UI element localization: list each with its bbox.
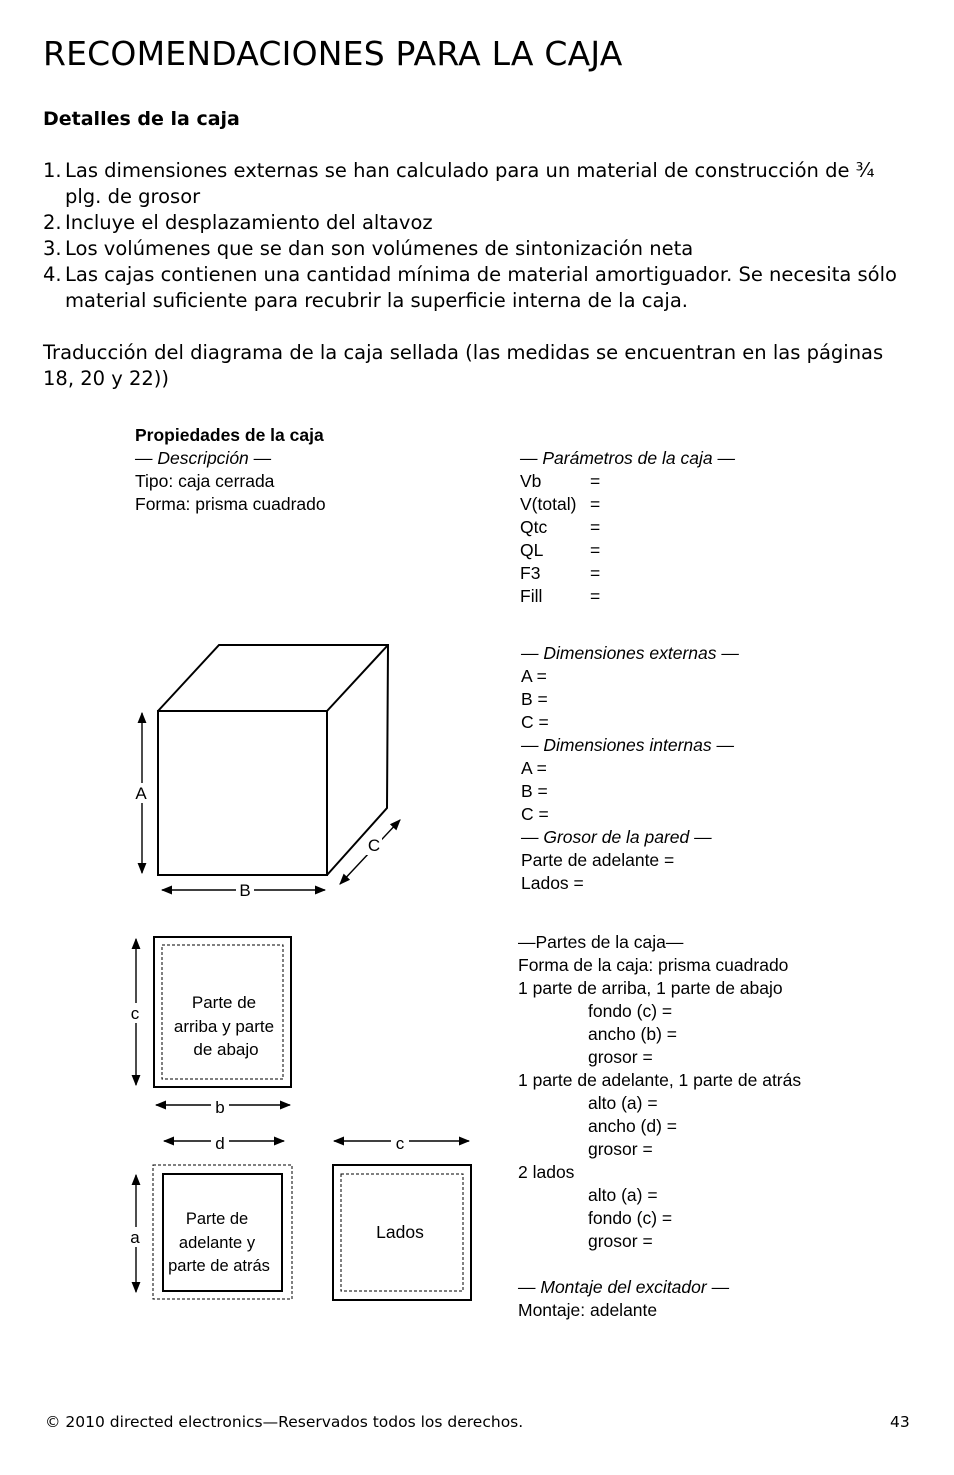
parameters-heading: — Parámetros de la caja — xyxy=(520,448,735,468)
external-dimension-c: C = xyxy=(521,712,549,732)
external-dimension-a: A = xyxy=(521,666,547,686)
list-item-text: Las cajas contienen una cantidad mínima de material amortiguador. Se necesita sólo material suficiente para recubrir la superficie interna de la caja. xyxy=(65,263,897,312)
parts-sides-thickness: grosor = xyxy=(588,1231,653,1251)
parts-top-bottom-depth: fondo (c) = xyxy=(588,1001,673,1021)
parts-sides-height: alto (a) = xyxy=(588,1185,658,1205)
properties-heading: Propiedades de la caja xyxy=(135,425,324,445)
parts-front-back: 1 parte de adelante, 1 parte de atrás xyxy=(518,1070,802,1090)
wall-thickness-heading: — Grosor de la pared — xyxy=(521,827,712,847)
parts-front-back-thickness: grosor = xyxy=(588,1139,653,1159)
cube-label-c: C xyxy=(367,836,381,855)
parts-heading: —Partes de la caja— xyxy=(518,932,684,952)
panel-front-dim-d: d xyxy=(215,1134,225,1153)
param-label: Fill xyxy=(520,586,543,606)
panel-sides xyxy=(333,1165,471,1300)
footer-copyright: © 2010 directed electronics—Reservados todos los derechos. xyxy=(45,1413,524,1431)
description-heading: — Descripción — xyxy=(135,448,272,468)
internal-dimension-b: B = xyxy=(521,781,548,801)
footer-page-number: 43 xyxy=(890,1413,910,1431)
section-heading: Detalles de la caja xyxy=(43,108,240,130)
list-item-text: Los volúmenes que se dan son volúmenes de sintonización neta xyxy=(65,237,694,260)
wall-thickness-sides: Lados = xyxy=(521,873,584,893)
panel-top-dim-c: c xyxy=(130,1004,140,1023)
panel-side-label: Lados xyxy=(376,1222,424,1242)
internal-dimension-a: A = xyxy=(521,758,547,778)
panel-top-dim-b: b xyxy=(215,1098,225,1117)
external-dimension-b: B = xyxy=(521,689,548,709)
panel-side-dim-c: c xyxy=(395,1134,405,1153)
box-type: Tipo: caja cerrada xyxy=(135,471,275,491)
panel-front-back xyxy=(153,1165,292,1299)
panel-front-label-line3: parte de atrás xyxy=(168,1257,270,1275)
param-label: Qtc xyxy=(520,517,548,537)
param-eq: = xyxy=(590,540,601,560)
cube-front-face xyxy=(158,711,327,875)
intro-paragraph: Traducción del diagrama de la caja sellada (las medidas se encuentran en las páginas 18, 20 y 22)) xyxy=(43,341,884,390)
panel-top-label-line1: Parte de xyxy=(191,993,257,1012)
internal-dimension-c: C = xyxy=(521,804,549,824)
mount-value: Montaje: adelante xyxy=(518,1300,658,1320)
parts-sides-depth: fondo (c) = xyxy=(588,1208,673,1228)
list-item-number: 2. xyxy=(43,211,62,234)
param-label: Vb xyxy=(520,471,542,491)
cube-top-right-edge xyxy=(327,645,388,711)
param-eq: = xyxy=(590,563,601,583)
cube-label-a: A xyxy=(135,784,147,803)
parts-front-back-width: ancho (d) = xyxy=(588,1116,678,1136)
cube-back-edges xyxy=(158,645,388,875)
parts-top-bottom-width: ancho (b) = xyxy=(588,1024,678,1044)
cube-label-b: B xyxy=(239,881,251,900)
param-eq: = xyxy=(590,471,601,491)
panel-top-label-line3: de abajo xyxy=(193,1040,259,1059)
parts-shape: Forma de la caja: prisma cuadrado xyxy=(518,955,789,975)
param-label: V(total) xyxy=(520,494,577,514)
panel-front-outer-dashed xyxy=(153,1165,292,1299)
panel-front-dim-a: a xyxy=(130,1228,140,1247)
wall-thickness-front: Parte de adelante = xyxy=(521,850,675,870)
list-item-number: 4. xyxy=(43,263,62,286)
page-title: RECOMENDACIONES PARA LA CAJA xyxy=(43,34,623,73)
param-label: QL xyxy=(520,540,544,560)
internal-dimensions-heading: — Dimensiones internas — xyxy=(521,735,734,755)
parts-sides: 2 lados xyxy=(518,1162,575,1182)
panel-top-outline xyxy=(154,937,291,1087)
list-item-text: Incluye el desplazamiento del altavoz xyxy=(65,211,433,234)
external-dimensions-heading: — Dimensiones externas — xyxy=(521,643,739,663)
panel-top-bottom xyxy=(154,937,291,1087)
parts-top-bottom-thickness: grosor = xyxy=(588,1047,653,1067)
panel-top-label-line2: arriba y parte xyxy=(173,1017,275,1036)
list-item-number: 1. xyxy=(43,159,62,182)
box-shape: Forma: prisma cuadrado xyxy=(135,494,326,514)
cube-drawing xyxy=(158,645,388,875)
parts-top-bottom: 1 parte de arriba, 1 parte de abajo xyxy=(518,978,783,998)
parts-front-back-height: alto (a) = xyxy=(588,1093,658,1113)
param-eq: = xyxy=(590,494,601,514)
param-eq: = xyxy=(590,517,601,537)
list-item-text: Las dimensiones externas se han calculado para un material de construcción de ¾ plg. de grosor xyxy=(65,159,875,208)
panel-front-label-line2: adelante y xyxy=(178,1234,256,1252)
panel-front-label-line1: Parte de xyxy=(185,1210,249,1228)
list-item-number: 3. xyxy=(43,237,62,260)
mount-heading: — Montaje del excitador — xyxy=(518,1277,730,1297)
param-label: F3 xyxy=(520,563,541,583)
param-eq: = xyxy=(590,586,601,606)
